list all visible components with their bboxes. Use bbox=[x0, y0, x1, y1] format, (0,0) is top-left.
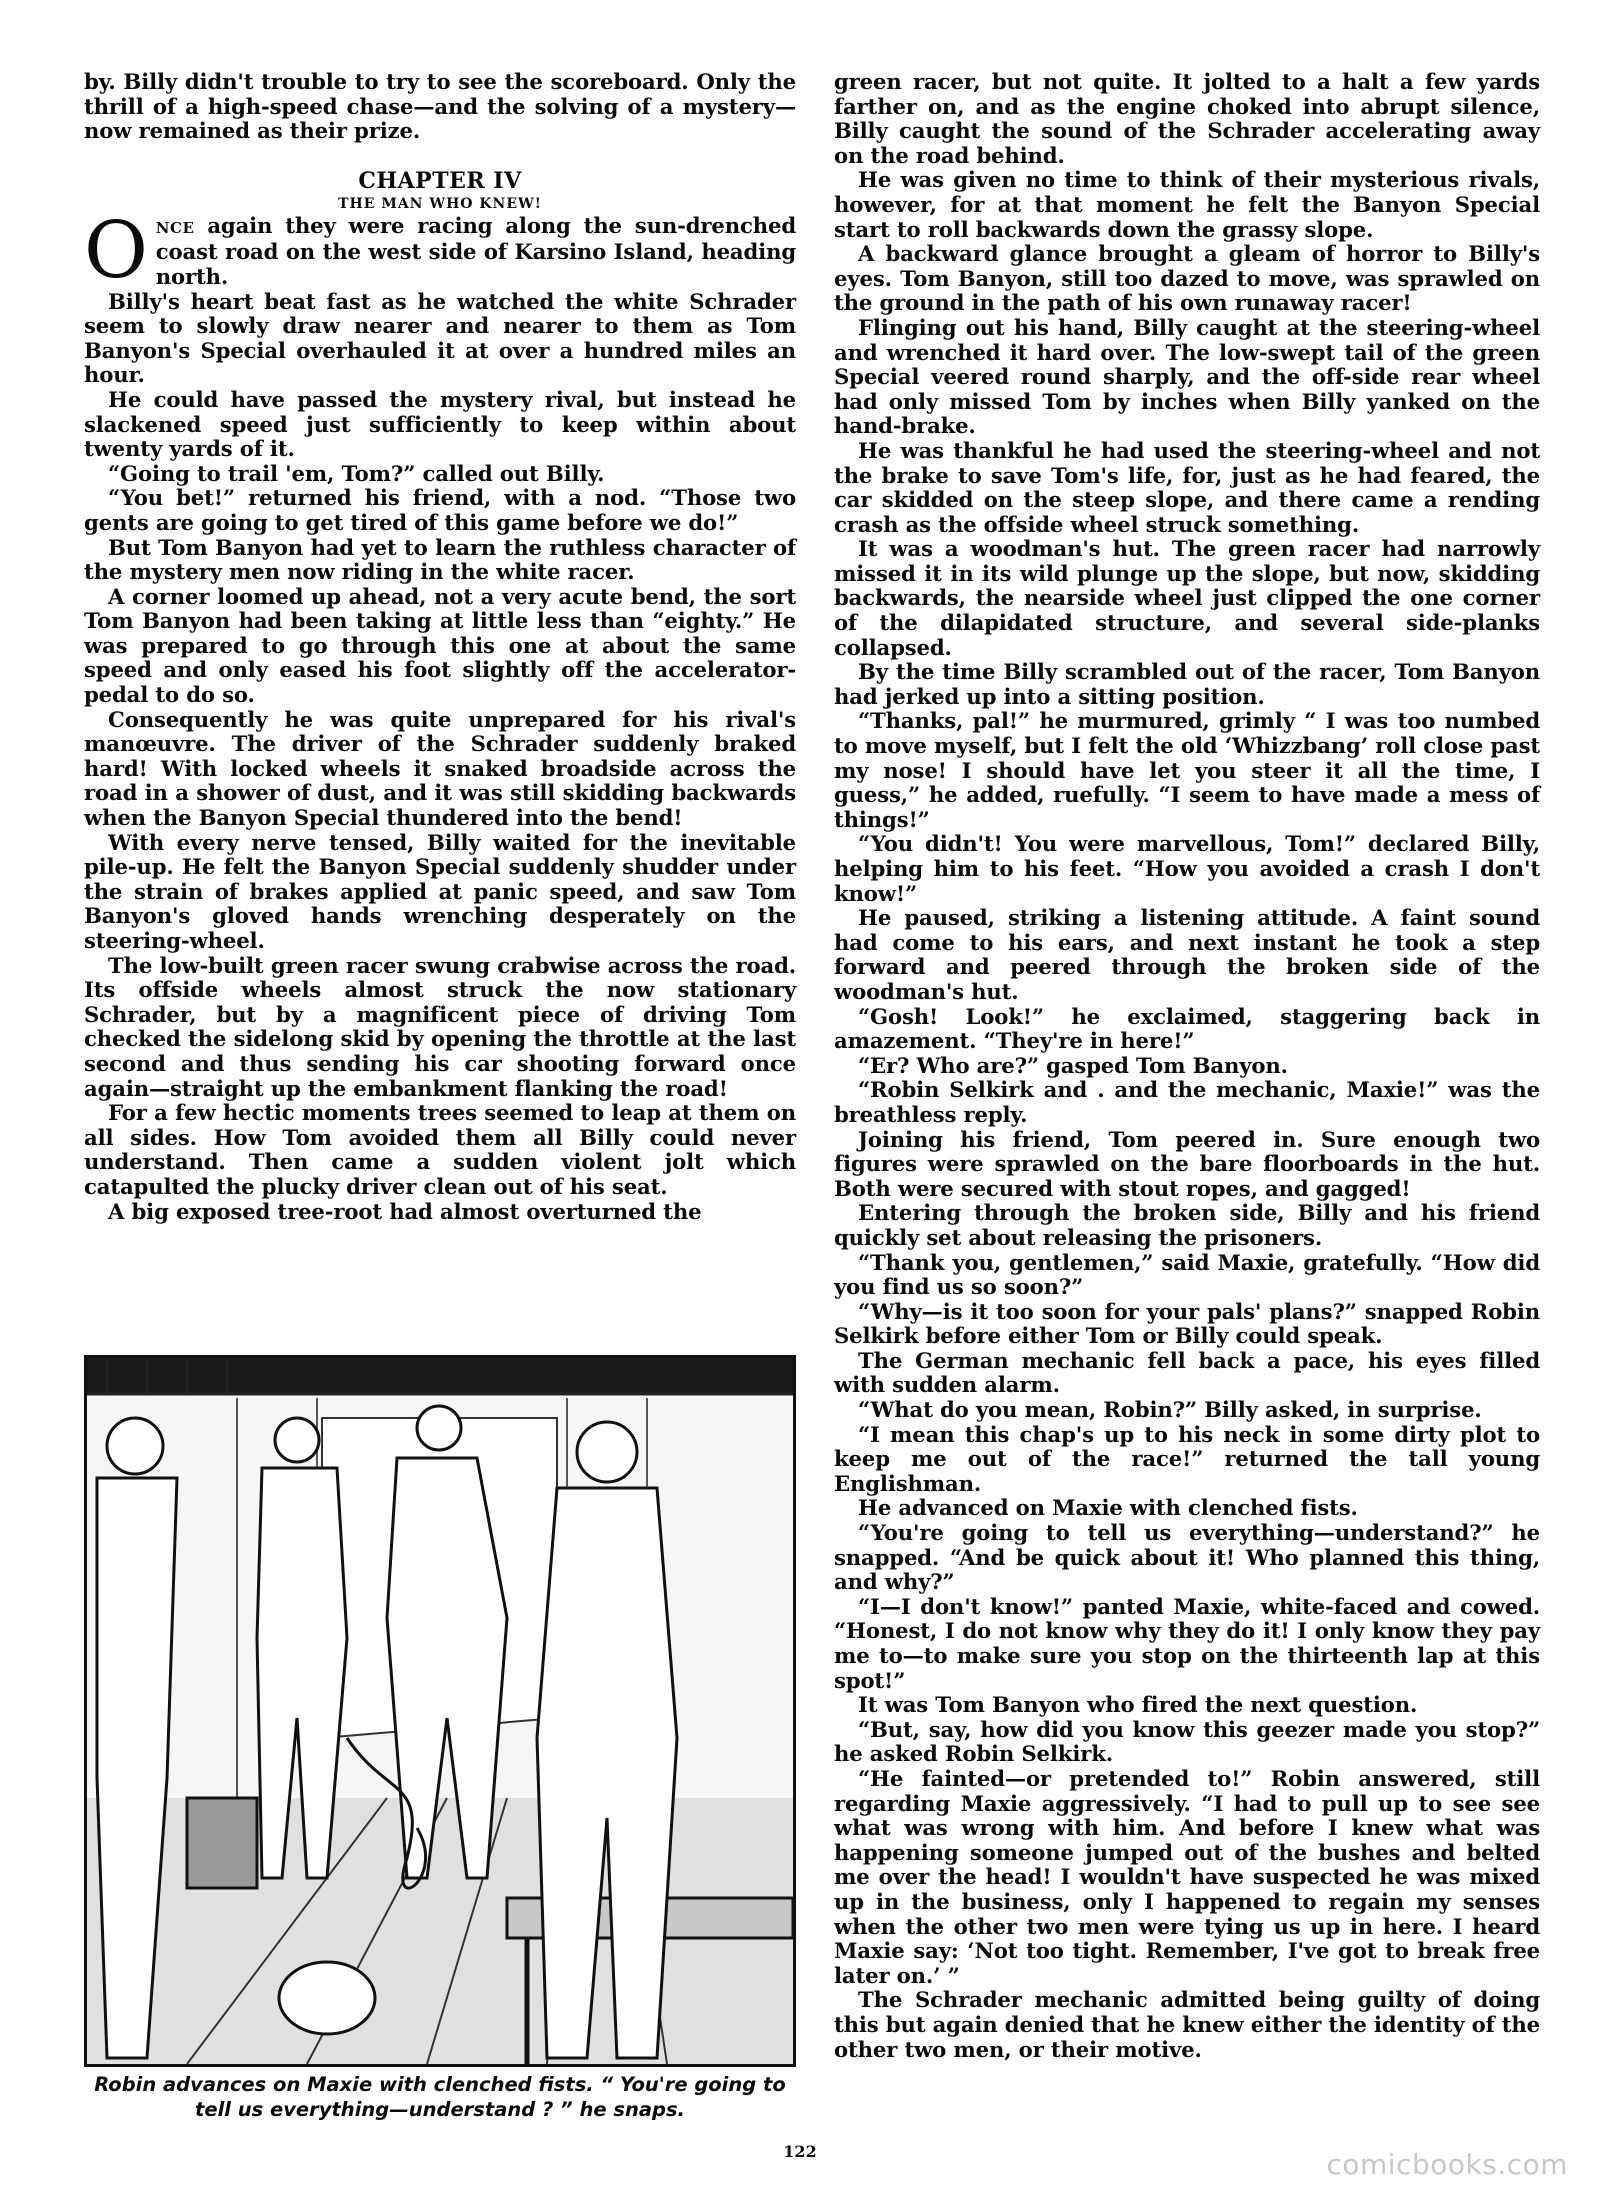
paragraph: Joining his friend, Tom peered in. Sure enough two figures were sprawled on the bare floorboards in the hut. Both were secured with stout ropes, and gagged! bbox=[834, 1126, 1540, 1201]
paragraph: The German mechanic fell back a pace, his eyes filled with sudden alarm. bbox=[834, 1347, 1540, 1398]
paragraph: “Thanks, pal!” he murmured, grimly “ I was too numbed to move myself, but I felt the old ‘Whizzbang’ roll close past my nose! I should have let you steer it all the time, I guess,” he added, ruefully. “I seem to have made a mess of things!” bbox=[834, 708, 1540, 832]
paragraph: He was thankful he had used the steering-wheel and not the brake to save Tom's life, for, just as he had feared, the car skidded on the steep slope, and there came a rending crash as the offside wheel struck something. bbox=[834, 437, 1540, 537]
hut-interior-drawing bbox=[87, 1358, 793, 2064]
paragraph: “Gosh! Look!” he exclaimed, staggering back in amazement. “They're in here!” bbox=[834, 1003, 1540, 1054]
paragraph: It was Tom Banyon who fired the next question. bbox=[858, 1692, 1418, 1718]
paragraph: Billy's heart beat fast as he watched the white Schrader seem to slowly draw nearer and nearer to them as Tom Banyon's Special overhauled it at over a hundred miles an hour. bbox=[84, 288, 796, 388]
paragraph: By the time Billy scrambled out of the racer, Tom Banyon had jerked up into a sitting position. bbox=[834, 659, 1540, 709]
illustration-hut-scene bbox=[84, 1355, 796, 2067]
drop-cap: O bbox=[84, 205, 148, 296]
paragraph: He paused, striking a listening attitude. A faint sound had come to his ears, and next instant he took a step forward and peered through the broken side of the woodman's hut. bbox=[834, 905, 1540, 1004]
paragraph: He advanced on Maxie with clenched fists. bbox=[858, 1495, 1358, 1521]
paragraph: green racer, but not quite. It jolted to a halt a few yards farther on, and as the engine choked into abrupt silence, Billy caught the sound of the Schrader accelerating away on the road behind. bbox=[834, 69, 1540, 168]
chapter-title: CHAPTER IV bbox=[358, 167, 522, 194]
paragraph: “But, say, how did you know this geezer made you stop?” he asked Robin Selkirk. bbox=[834, 1716, 1540, 1767]
site-watermark: comicbooks.com bbox=[1326, 2148, 1568, 2181]
paragraph: With every nerve tensed, Billy waited for the inevitable pile-up. He felt the Banyon Special suddenly shudder under the strain of brakes applied at panic speed, and saw Tom Banyon's gloved hands wrenching desperately on the steering-wheel. bbox=[84, 829, 796, 953]
paragraph: “Why—is it too soon for your pals' plans?” snapped Robin Selkirk before either Tom or Billy could speak. bbox=[834, 1298, 1540, 1349]
paragraph: A corner loomed up ahead, not a very acute bend, the sort Tom Banyon had been taking at little less than “eighty.” He was prepared to go through this one at about the same speed and only eased his foot slightly off the accelerator-pedal to do so. bbox=[84, 583, 796, 708]
paragraph: “You're going to tell us everything—understand?” he snapped. “And be quick about it! Who planned this thing, and why?” bbox=[834, 1520, 1540, 1595]
opening-small-caps: NCE bbox=[155, 218, 195, 237]
opening-paragraph bbox=[84, 205, 796, 296]
paragraph: Entering through the broken side, Billy and his friend quickly set about releasing the prisoners. bbox=[834, 1200, 1540, 1250]
paragraph: A big exposed tree-root had almost overturned the bbox=[108, 1198, 702, 1224]
paragraph: “He fainted—or pretended to!” Robin answered, still regarding Maxie aggressively. “I had to pull up to see see what was wrong with him. And before I knew what was happening someone jumped out of the bushes and belted me over the head! I wouldn't have suspected he was mixed up in the business, only I happened to regain my senses when the other two men were tying us up in here. I heard Maxie say: ‘Not too tight. Remember, I've got to break free later on.’ ” bbox=[834, 1765, 1540, 1988]
paragraph: Flinging out his hand, Billy caught at the steering-wheel and wrenched it hard over. The low-swept tail of the green Special veered round sharply, and the off-side rear wheel had only missed Tom by inches when Billy yanked on the hand-brake. bbox=[834, 314, 1540, 439]
chapter-subtitle: THE MAN WHO KNEW! bbox=[338, 195, 542, 212]
paragraph: “You bet!” returned his friend, with a nod. “Those two gents are going to get tired of this game before we do!” bbox=[84, 485, 796, 535]
paragraph: “I—I don't know!” panted Maxie, white-faced and cowed. “Honest, I do not know why they do it! I only know they pay me to—to make sure you stop on the thirteenth lap at this spot!” bbox=[834, 1593, 1540, 1693]
paragraph: “What do you mean, Robin?” Billy asked, in surprise. bbox=[858, 1397, 1482, 1423]
paragraph: “Thank you, gentlemen,” said Maxie, gratefully. “How did you find us so soon?” bbox=[834, 1249, 1540, 1300]
paragraph: A backward glance brought a gleam of horror to Billy's eyes. Tom Banyon, still too dazed to move, was sprawled on the ground in the path of his own runaway racer! bbox=[834, 241, 1540, 316]
paragraph: “Going to trail 'em, Tom?” called out Billy. bbox=[108, 460, 605, 486]
paragraph: He was given no time to think of their mysterious rivals, however, for at that moment he felt the Banyon Special start to roll backwards down the grassy slope. bbox=[834, 167, 1540, 242]
paragraph: by. Billy didn't trouble to try to see the scoreboard. Only the thrill of a high-speed chase—and the solving of a mystery—now remained as their prize. bbox=[84, 69, 796, 144]
paragraph: The low-built green racer swung crabwise across the road. Its offside wheels almost struck the now stationary Schrader, but by a magnificent piece of driving Tom checked the sidelong skid by opening the throttle at the last second and thus sending his car shooting forward once again—straight up the embankment flanking the road! bbox=[84, 952, 796, 1101]
paragraph: The Schrader mechanic admitted being guilty of doing this but again denied that he knew either the identity of the other two men, or their motive. bbox=[834, 1987, 1540, 2062]
page-number: 122 bbox=[783, 2142, 817, 2161]
right-text-column bbox=[834, 70, 1540, 2062]
paragraph: “Robin Selkirk and . and the mechanic, Maxie!” was the breathless reply. bbox=[834, 1077, 1540, 1127]
paragraph: Consequently he was quite unprepared for his rival's manœuvre. The driver of the Schrader suddenly braked hard! With locked wheels it snaked broadside across the road in a shower of dust, and it was still skidding backwards when the Banyon Special thundered into the bend! bbox=[84, 706, 796, 831]
paragraph: But Tom Banyon had yet to learn the ruthless character of the mystery men now riding in the white racer. bbox=[84, 534, 796, 585]
paragraph: He could have passed the mystery rival, but instead he slackened speed just sufficiently to keep within about twenty yards of it. bbox=[84, 386, 796, 462]
paragraph: “I mean this chap's up to his neck in some dirty plot to keep me out of the race!” returned the tall young Englishman. bbox=[834, 1421, 1540, 1496]
left-text-column bbox=[84, 70, 796, 1224]
paragraph: It was a woodman's hut. The green racer had narrowly missed it in its wild plunge up the slope, but now, skidding backwards, the nearside wheel just clipped the one corner of the dilapidated structure, and several side-planks collapsed. bbox=[834, 536, 1540, 660]
paragraph: “You didn't! You were marvellous, Tom!” declared Billy, helping him to his feet. “How you avoided a crash I don't know!” bbox=[834, 831, 1540, 906]
paragraph: For a few hectic moments trees seemed to leap at them on all sides. How Tom avoided them all Billy could never understand. Then came a sudden violent jolt which catapulted the plucky driver clean out of his seat. bbox=[84, 1100, 796, 1199]
opening-text: again they were racing along the sun-drenched coast road on the west side of Karsino Island, heading north. bbox=[155, 212, 796, 289]
illustration-caption: Robin advances on Maxie with clenched fists. “ You're going to tell us everything—understand ? ” he snaps. bbox=[94, 2073, 786, 2121]
paragraph: “Er? Who are?” gasped Tom Banyon. bbox=[858, 1052, 1288, 1078]
